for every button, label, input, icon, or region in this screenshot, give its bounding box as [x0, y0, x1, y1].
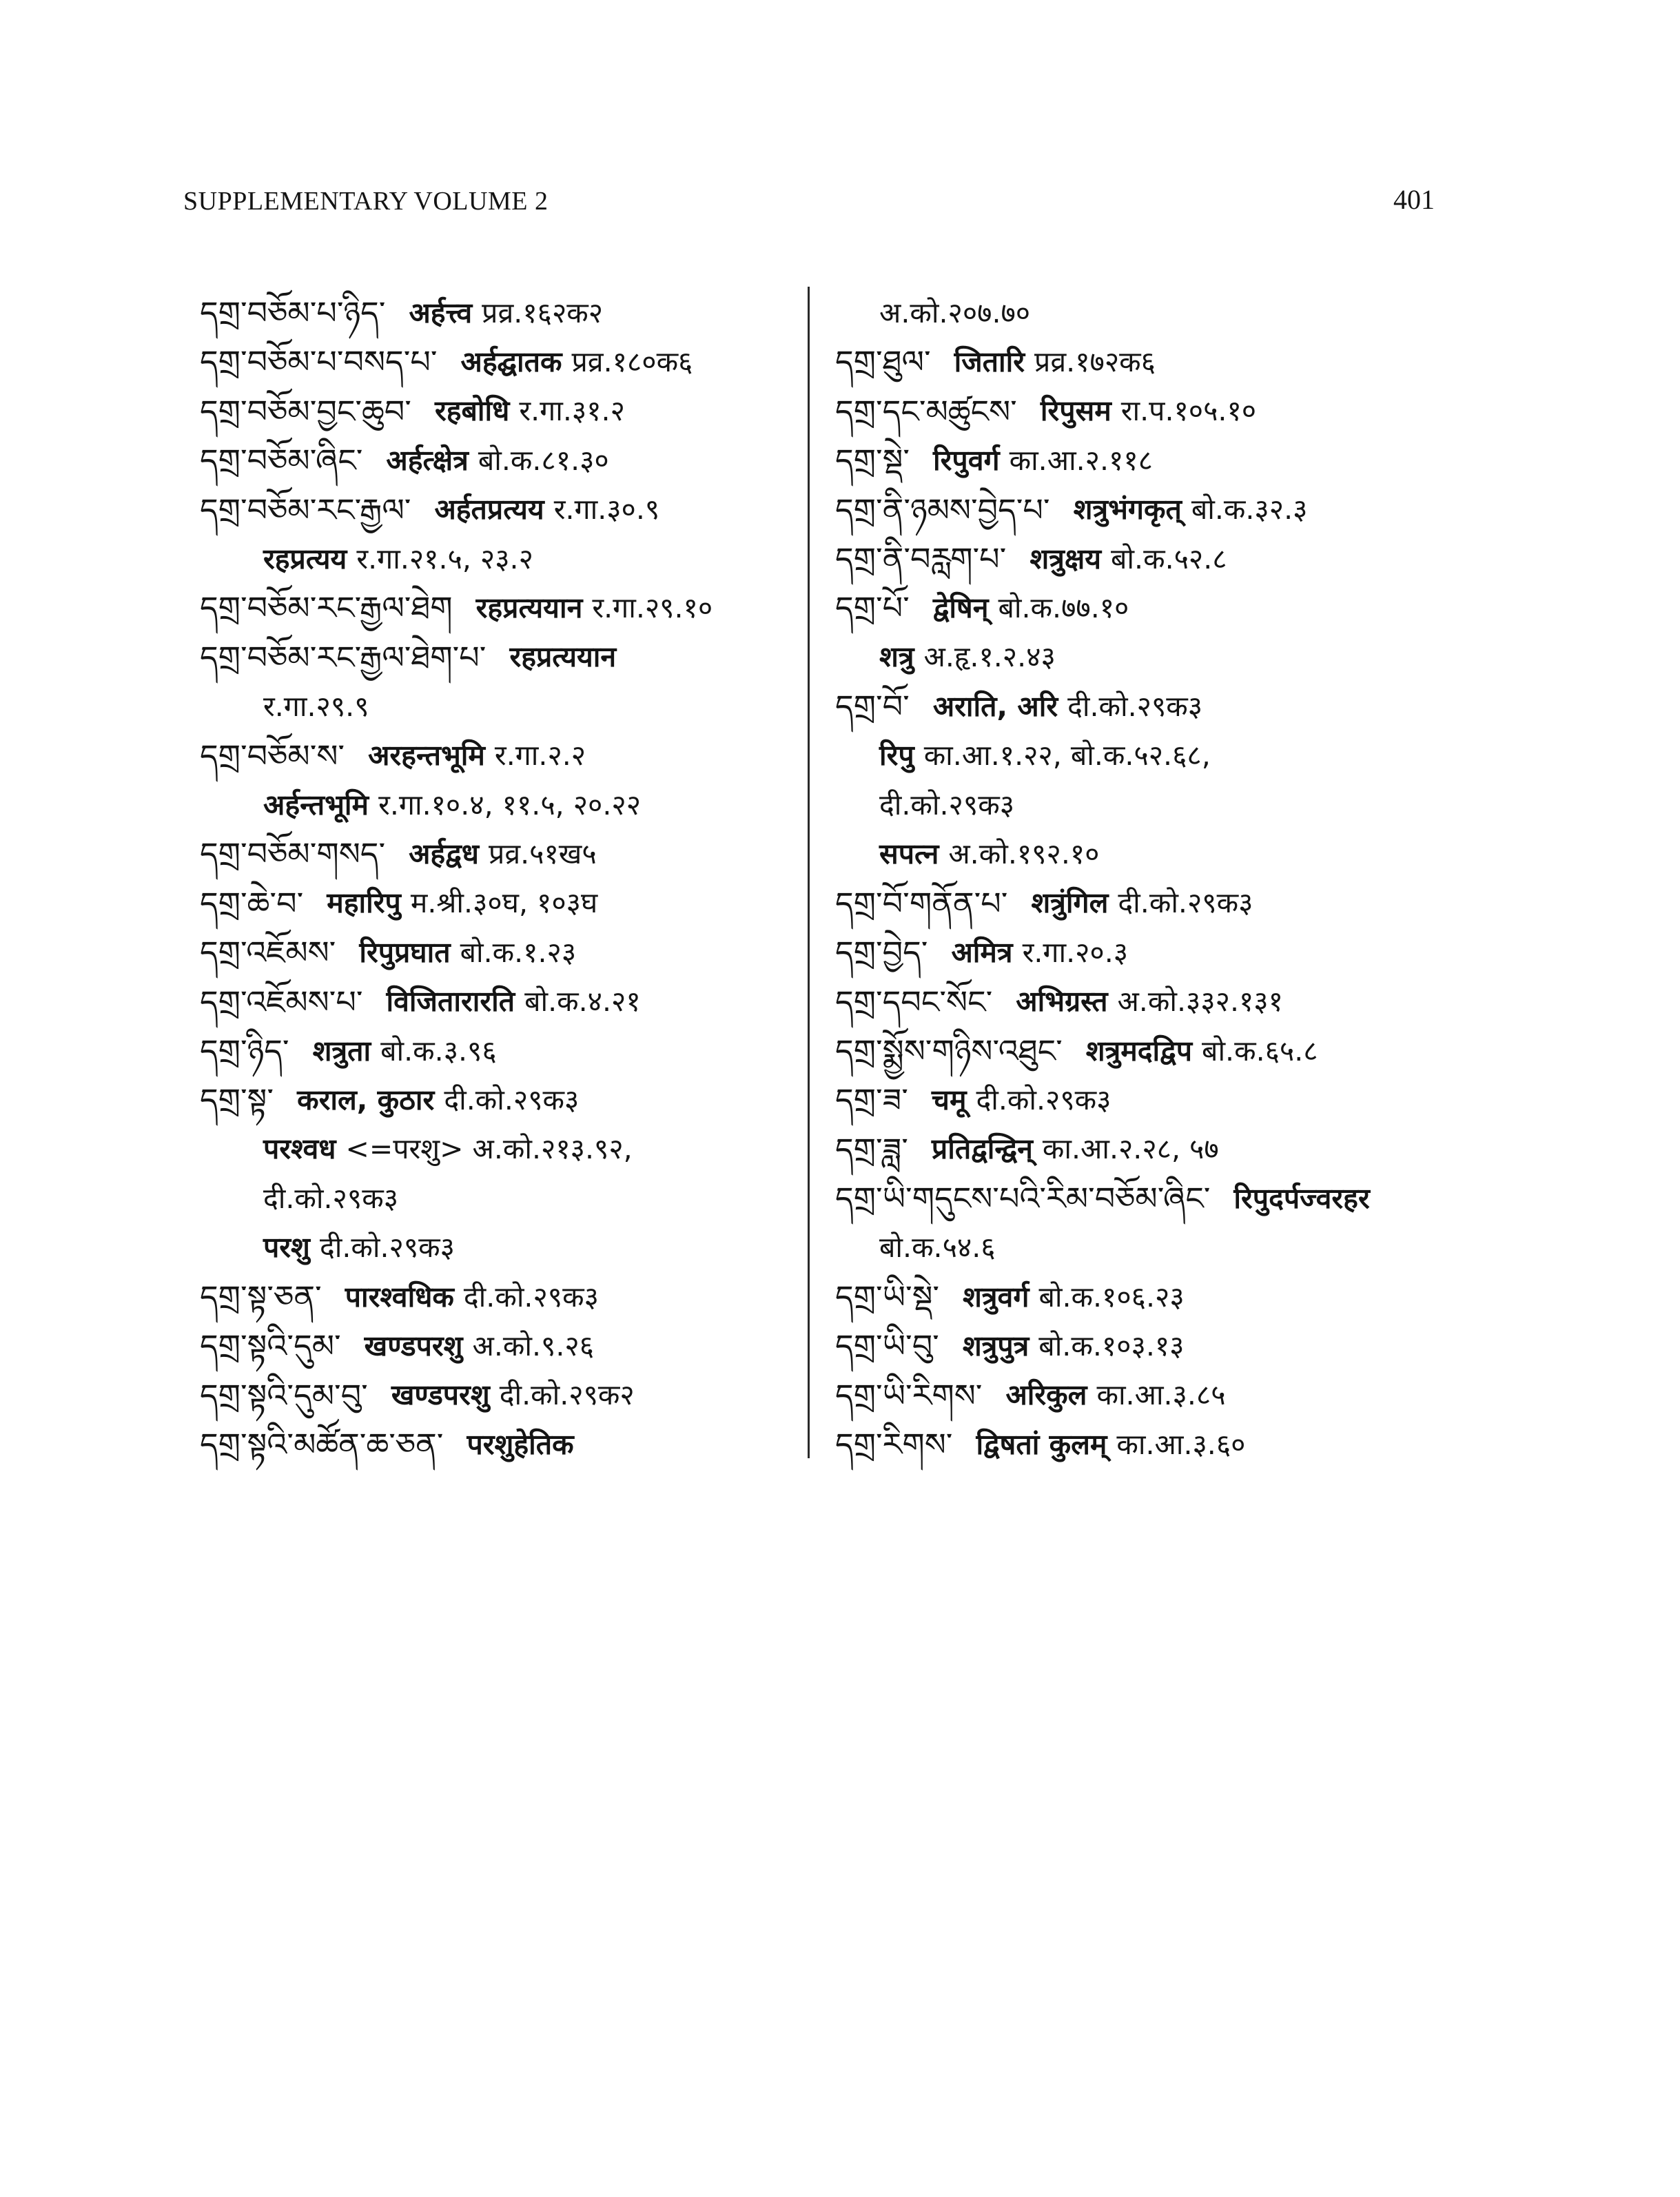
sanskrit-equivalent: परशुहेतिक: [467, 1427, 574, 1461]
tibetan-headword: དགྲ་ཡི་རིགས་: [835, 1376, 983, 1414]
sanskrit-equivalent: शत्रुमदद्विप: [1085, 1034, 1193, 1067]
tibetan-headword: དགྲ་ཆེ་བ་: [200, 884, 304, 922]
source-reference: प्रव्र.१६२क२: [482, 296, 604, 329]
sanskrit-equivalent: शत्रुता: [312, 1034, 371, 1067]
sanskrit-equivalent: रिपुवर्ग: [933, 443, 1000, 477]
source-reference: का.आ.३.८५: [1096, 1378, 1226, 1412]
sanskrit-equivalent: अरिकुल: [1005, 1378, 1087, 1412]
tibetan-headword: དགྲ་ཟླ་: [835, 1130, 908, 1168]
tibetan-headword: དགྲ་པོ་: [835, 589, 910, 627]
sanskrit-equivalent: रहबोधि: [434, 394, 510, 428]
source-reference: दी.को.२९क३: [879, 788, 1015, 821]
sanskrit-equivalent: अर्हद्वध: [409, 837, 479, 870]
tibetan-headword: དགྲ་ཉིད་: [200, 1032, 289, 1070]
source-reference: बो.क.५२.८: [1111, 542, 1227, 575]
source-reference: र.गा.२१.५, २३.२: [356, 542, 533, 575]
sanskrit-equivalent: अरहन्तभूमि: [368, 739, 485, 773]
source-reference: बो.क.५४.६: [879, 1231, 996, 1265]
tibetan-headword: དགྲ་དབང་སོང་: [835, 983, 993, 1021]
sanskrit-equivalent: शत्रुवर्ग: [963, 1280, 1029, 1314]
tibetan-headword: དགྲ་ནི་ཉམས་བྱེད་པ་: [835, 491, 1050, 529]
sanskrit-equivalent: शत्रुभंगकृत्: [1073, 493, 1182, 527]
tibetan-headword: དགྲ་སྟའི་དུམ་བུ་: [200, 1376, 368, 1414]
sanskrit-equivalent: अर्हतप्रत्यय: [434, 493, 544, 527]
tibetan-headword: དགྲ་བཅོམ་རང་རྒྱལ་ཐེག: [200, 589, 453, 627]
sanskrit-equivalent: पारश्वधिक: [345, 1280, 454, 1314]
source-reference: का.आ.२.२८, ५७: [1042, 1132, 1219, 1166]
source-reference: बो.क.१.२३: [460, 935, 577, 969]
sanskrit-equivalent: रहप्रत्ययान: [475, 591, 583, 624]
source-reference: बो.क.६५.८: [1202, 1034, 1318, 1067]
tibetan-headword: དགྲ་ཟ་: [835, 1081, 908, 1119]
sanskrit-equivalent: रिपु: [879, 739, 914, 773]
source-reference: अ.को.९.२६: [472, 1329, 595, 1362]
tibetan-headword: དགྲ་བཅོམ་རང་རྒྱལ་ཐེག་པ་: [200, 638, 486, 676]
sanskrit-equivalent: अभिग्रस्त: [1016, 985, 1108, 1019]
tibetan-headword: དགྲ་སྨྱོས་གཉིས་འཐུང་: [835, 1032, 1063, 1070]
tibetan-headword: དགྲ་སྟའི་མཚོན་ཆ་ཅན་: [200, 1426, 444, 1464]
source-reference: र.गा.२०.३: [1022, 935, 1129, 969]
sanskrit-equivalent: द्विषतां कुलम्: [976, 1427, 1107, 1461]
sanskrit-equivalent: अर्हत्त्व: [409, 296, 473, 329]
tibetan-headword: དགྲ་བཅོམ་བྱང་ཆུབ་: [200, 392, 411, 430]
source-reference: दी.को.२९क३: [976, 1083, 1112, 1116]
tibetan-headword: དགྲ་བཅོམ་གསད་: [200, 835, 386, 873]
source-reference: बो.क.३.९६: [380, 1034, 497, 1067]
source-reference: र.गा.३०.९: [553, 493, 660, 527]
tibetan-headword: དགྲ་འཇོམས་པ་: [200, 983, 363, 1021]
source-reference: <=परशु> अ.को.२१३.९२,: [345, 1132, 633, 1166]
source-reference: बो.क.१०३.१३: [1038, 1329, 1185, 1362]
source-reference: र.गा.२.२: [494, 739, 586, 773]
source-reference: दी.को.२९क३: [319, 1231, 455, 1265]
source-reference: र.गा.३१.२: [519, 394, 625, 428]
source-reference: अ.को.२०७.७०: [879, 296, 1031, 329]
source-reference: दी.को.२९क३: [463, 1280, 599, 1314]
source-reference: म.श्री.३०घ, १०३घ: [410, 886, 598, 920]
tibetan-headword: དགྲ་ནི་བརླག་པ་: [835, 540, 1007, 578]
source-reference: बो.क.१०६.२३: [1038, 1280, 1185, 1314]
sanskrit-equivalent: रिपुसम: [1040, 394, 1112, 428]
sanskrit-equivalent: परशु: [263, 1231, 310, 1265]
sanskrit-equivalent: प्रतिद्वन्द्विन्: [931, 1132, 1033, 1166]
sanskrit-equivalent: रिपुदर्पज्वरहर: [1233, 1181, 1370, 1215]
tibetan-headword: དགྲ་བཅོམ་པ་ཉིད་: [200, 294, 386, 331]
sanskrit-equivalent: रिपुप्रघात: [359, 935, 451, 969]
sanskrit-equivalent: रहप्रत्यय: [263, 542, 347, 575]
source-reference: का.आ.१.२२, बो.क.५२.६८,: [923, 739, 1211, 773]
sanskrit-equivalent: चमू: [931, 1083, 967, 1116]
source-reference: प्रव्र.५१ख५: [489, 837, 597, 870]
source-reference: र.गा.१०.४, ११.५, २०.२२: [378, 788, 642, 821]
tibetan-headword: དགྲ་བཅོམ་པ་བསད་པ་: [200, 343, 438, 381]
source-reference: का.आ.३.६०: [1116, 1427, 1246, 1461]
sanskrit-equivalent: रहप्रत्ययान: [509, 640, 617, 674]
tibetan-headword: དགྲ་སྟ་ཅན་: [200, 1278, 322, 1316]
source-reference: दी.को.२९क३: [444, 1083, 580, 1116]
tibetan-headword: དགྲ་ཡི་གདུངས་པའི་རིམ་བཅོམ་ཞིང་: [835, 1180, 1211, 1218]
sanskrit-equivalent: द्वेषिन्: [932, 591, 989, 624]
tibetan-headword: དགྲ་བཅོམ་ཞིང་: [200, 442, 363, 480]
sanskrit-equivalent: शत्रु: [879, 640, 914, 674]
source-reference: दी.को.२९क३: [263, 1181, 399, 1215]
sanskrit-equivalent: सपत्न: [879, 837, 939, 870]
sanskrit-equivalent: अर्हद्घातक: [460, 345, 562, 378]
source-reference: दी.को.२९क२: [499, 1378, 635, 1412]
running-head: SUPPLEMENTARY VOLUME 2: [183, 187, 549, 216]
source-reference: अ.को.१९२.१०: [948, 837, 1100, 870]
tibetan-headword: དགྲ་སྟའི་དུམ་: [200, 1327, 341, 1365]
source-reference: का.आ.२.११८: [1009, 443, 1153, 477]
sanskrit-equivalent: अराति, अरि: [932, 689, 1058, 723]
sanskrit-equivalent: अर्हत्क्षेत्र: [386, 443, 469, 477]
source-reference: प्रव्र.१७२क६: [1034, 345, 1156, 378]
source-reference: अ.को.३३२.१३१: [1117, 985, 1283, 1019]
sanskrit-equivalent: विजितारारति: [386, 985, 515, 1019]
column-divider: [808, 287, 810, 1458]
sanskrit-equivalent: जितारि: [954, 345, 1025, 378]
tibetan-headword: དགྲ་བཅོམ་ས་: [200, 737, 345, 775]
source-reference: बो.क.४.२१: [524, 985, 641, 1019]
sanskrit-equivalent: खण्डपरशु: [364, 1329, 463, 1362]
tibetan-headword: དགྲ་སྡེ་: [835, 442, 910, 480]
tibetan-headword: དགྲ་ཡི་སྡེ་: [835, 1278, 940, 1316]
tibetan-headword: དགྲ་སྟ་: [200, 1081, 274, 1119]
source-reference: दी.को.२९क३: [1118, 886, 1253, 920]
source-reference: अ.हृ.१.२.४३: [923, 640, 1056, 674]
sanskrit-equivalent: शत्रुंगिल: [1031, 886, 1109, 920]
sanskrit-equivalent: शत्रुक्षय: [1029, 542, 1102, 575]
source-reference: बो.क.७७.१०: [998, 591, 1129, 624]
tibetan-headword: དགྲ་བོ་གནོན་པ་: [835, 884, 1008, 922]
sanskrit-equivalent: शत्रुपुत्र: [962, 1329, 1029, 1362]
sanskrit-equivalent: परश्वध: [263, 1132, 336, 1166]
sanskrit-equivalent: अमित्र: [951, 935, 1013, 969]
tibetan-headword: དགྲ་དང་མཚུངས་: [835, 392, 1017, 430]
tibetan-headword: དགྲ་འཇོམས་: [200, 934, 336, 972]
sanskrit-equivalent: कराल, कुठार: [297, 1083, 435, 1116]
tibetan-headword: དགྲ་བཅོམ་རང་རྒྱལ་: [200, 491, 411, 529]
tibetan-headword: དགྲ་ཡི་བུ་: [835, 1327, 939, 1365]
source-reference: प्रव्र.१८०क६: [571, 345, 693, 378]
tibetan-headword: དགྲ་བོ་: [835, 688, 910, 726]
tibetan-headword: དགྲ་ཐུལ་: [835, 343, 931, 381]
source-reference: र.गा.२९.९: [263, 689, 369, 723]
sanskrit-equivalent: महारिपु: [327, 886, 401, 920]
source-reference: दी.को.२९क३: [1067, 689, 1203, 723]
source-reference: र.गा.२९.१०: [592, 591, 713, 624]
source-reference: बो.क.३२.३: [1191, 493, 1308, 527]
entry-line: [835, 1410, 1245, 1479]
source-reference: बो.क.८१.३०: [478, 443, 609, 477]
tibetan-headword: དགྲ་བྱེད་: [835, 934, 928, 972]
entry-line: [200, 1410, 584, 1479]
sanskrit-equivalent: अर्हन्तभूमि: [263, 788, 369, 821]
tibetan-headword: དགྲ་རིགས་: [835, 1426, 953, 1464]
source-reference: रा.प.१०५.१०: [1120, 394, 1257, 428]
page-number: 401: [1393, 184, 1435, 215]
sanskrit-equivalent: खण्डपरशु: [391, 1378, 490, 1412]
